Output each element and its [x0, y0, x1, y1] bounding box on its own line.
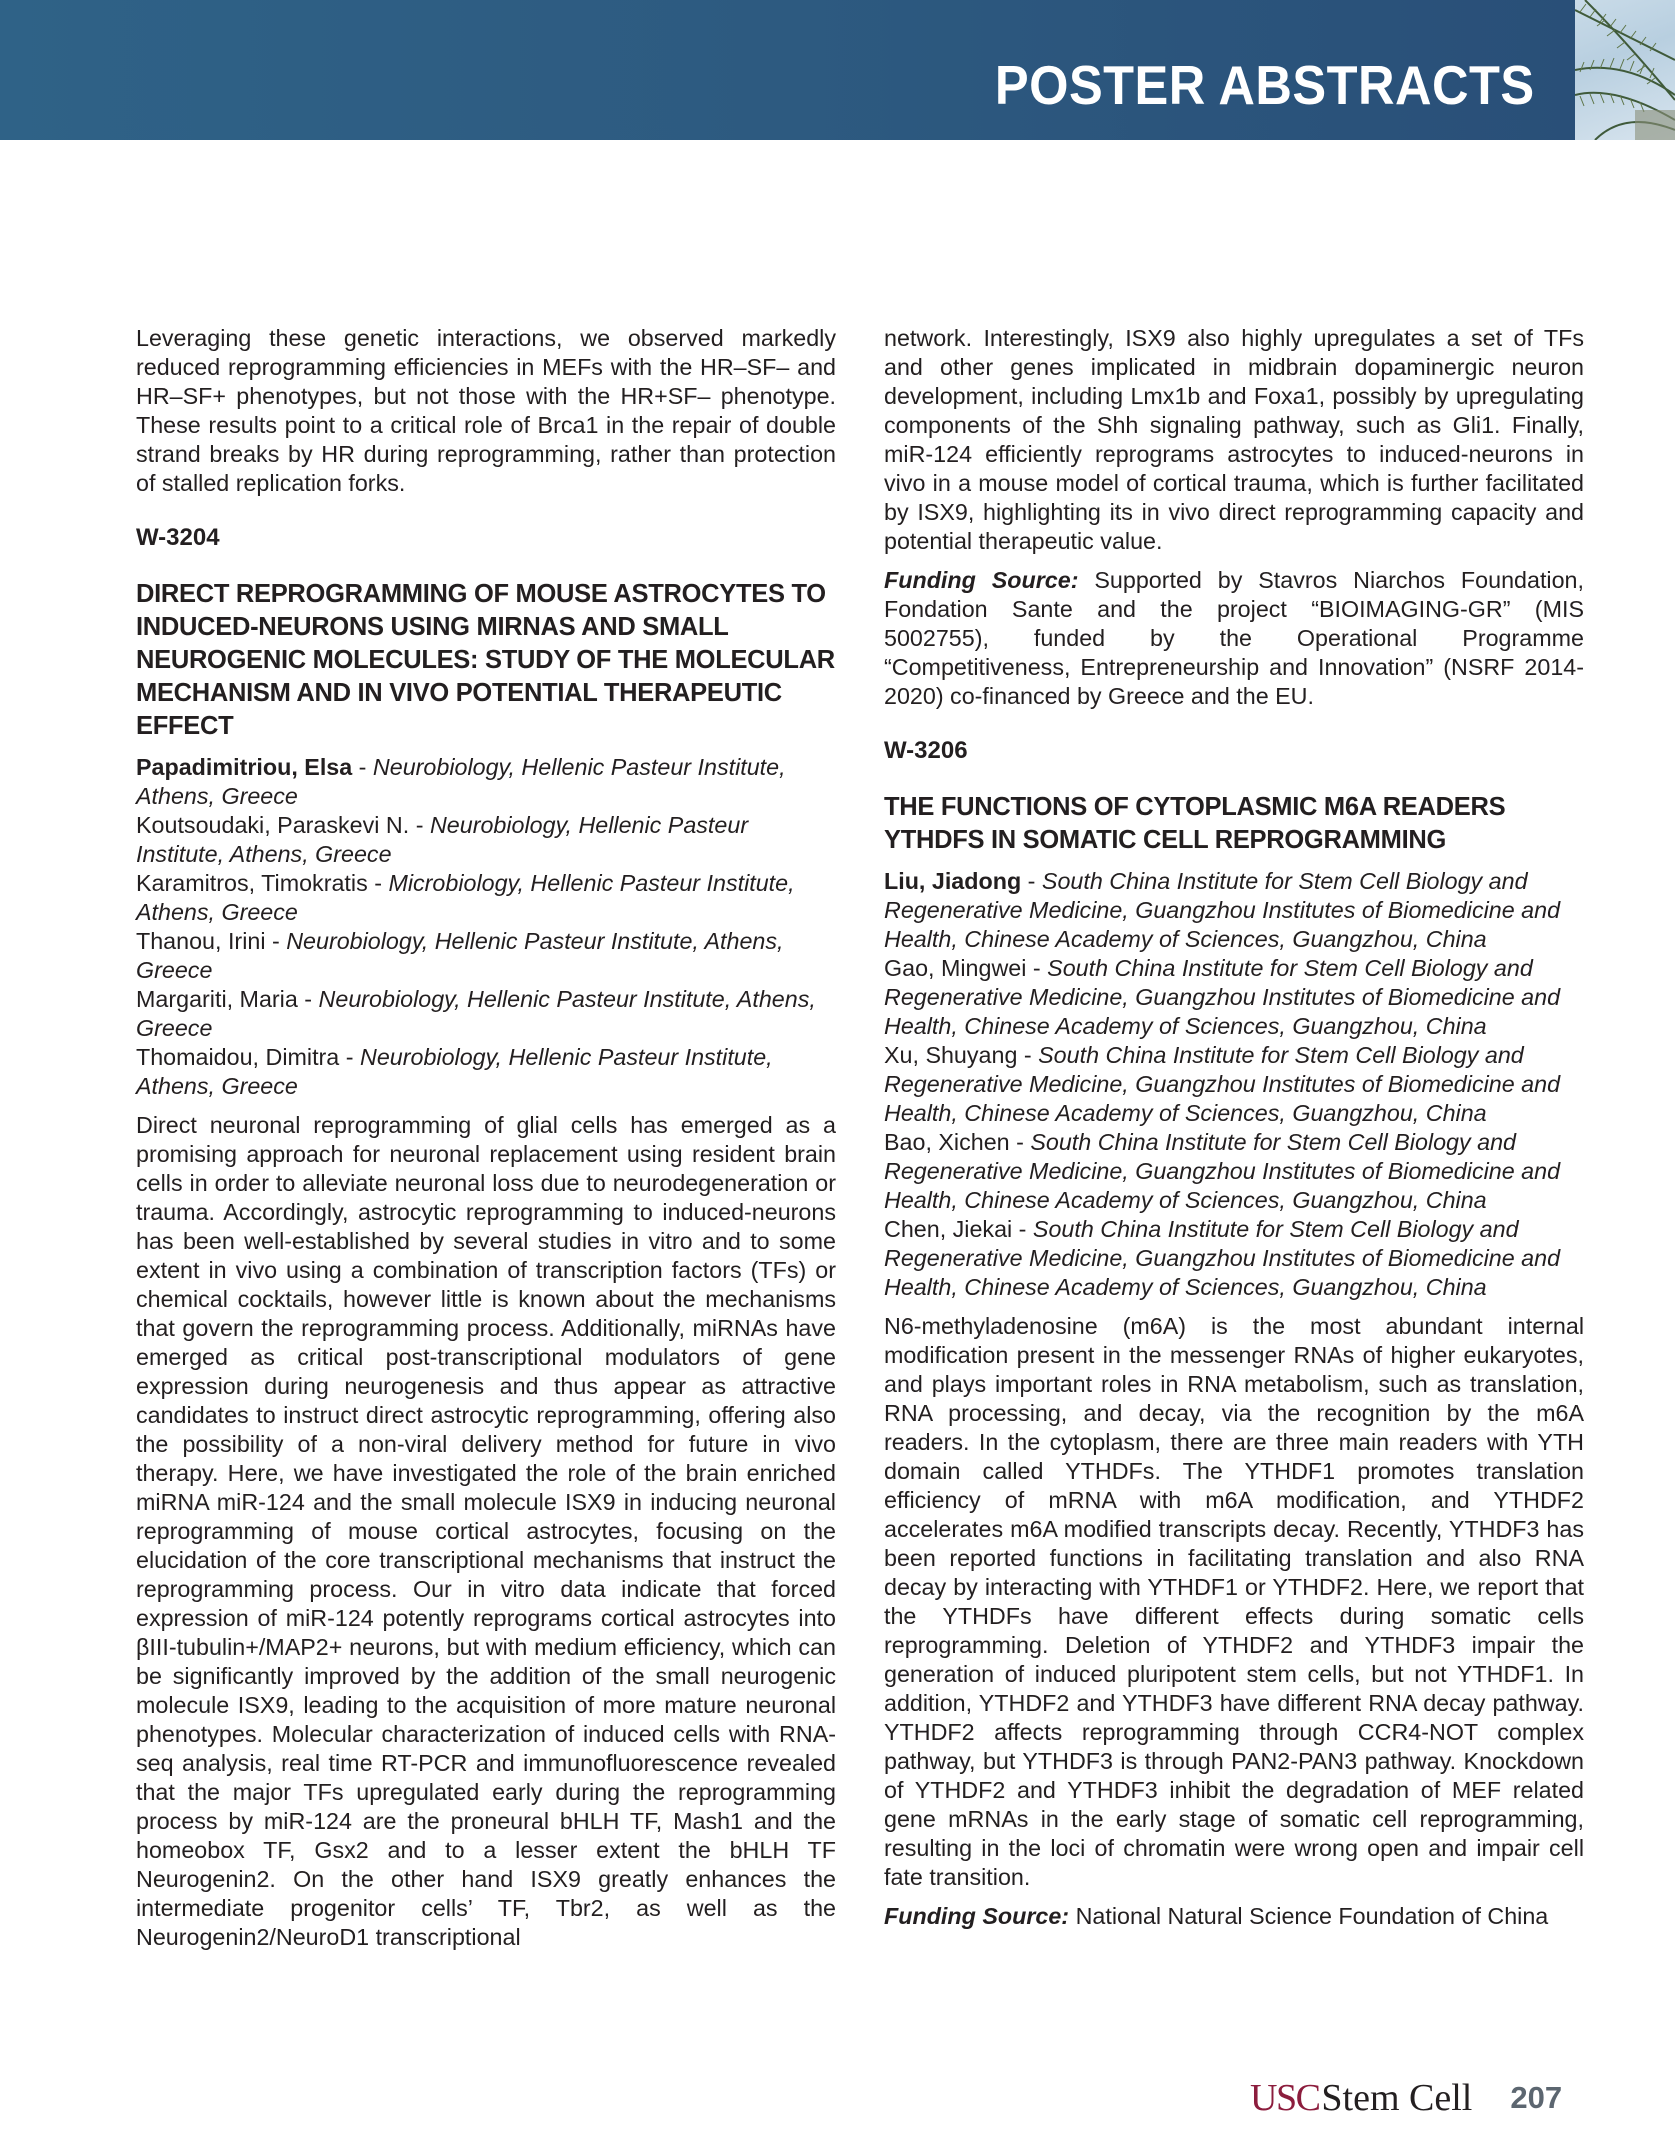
author-entry: Thanou, Irini - Neurobiology, Hellenic Pasteur Institute, Athens, Greece [136, 928, 784, 983]
funding-label: Funding Source: [884, 1903, 1070, 1929]
abstract-id-w3206: W-3206 [884, 737, 968, 764]
abstract-title-w3204: DIRECT REPROGRAMMING OF MOUSE ASTROCYTES TO INDUCED-NEURONS USING MIRNAS AND SMALL NEUROGENIC MOLECULES: STUDY OF THE MOLECULAR MECHANISM AND IN VIVO POTENTIAL THERAPEUTIC EFFECT [136, 580, 835, 740]
abstract-id-w3204: W-3204 [136, 524, 220, 551]
abstract-body-w3204-part1: Direct neuronal reprogramming of glial cells has emerged as a promising approach for neuronal replacement using resident brain cells in order to alleviate neuronal loss due to neurodegeneration or trauma. Accordingly, astrocytic reprogramming to induced-neurons has been well-established by several studies in vitro and to some extent in vivo using a combination of transcription factors (TFs) or chemical cocktails, however little is known about the mechanisms that govern the reprogramming process. Additionally, miRNAs have emerged as critical post-transcriptional modulators of gene expression during neurogenesis and thus appear as attractive candidates to instruct direct astrocytic reprogramming, offering also the possibility of a non-viral delivery method for future in vivo therapy. Here, we have investigated the role of the brain enriched miRNA miR-124 and the small molecule ISX9 in inducing neuronal reprogramming of mouse cortical astrocytes, focusing on the elucidation of the core transcriptional mechanisms that instruct the reprogramming process. Our in vitro data indicate that forced expression of miR-124 potently reprograms cortical astrocytes into βIII-tubulin+/MAP2+ neurons, but with medium efficiency, which can be significantly improved by the addition of the small neurogenic molecule ISX9, leading to the acquisition of more mature neuronal phenotypes. Molecular characterization of induced cells with RNA-seq analysis, real time RT-PCR and immunofluorescence revealed that the major TFs upregulated early during the reprogramming process by miR-124 are the proneural bHLH TF, Mash1 and the homeobox TF, Gsx2 and to a lesser extent the bHLH TF Neurogenin2. On the other hand ISX9 greatly enhances the intermediate progenitor cells’ TF, Tbr2, as well as the Neurogenin2/NeuroD1 transcriptional [136, 1112, 836, 1950]
author-affiliation: South China Institute for Stem Cell Biology and Regenerative Medicine, Guangzhou Institutes of Biomedicine and Health, Chinese Academy of Sciences, Guangzhou, China [884, 868, 1561, 952]
author-name: Karamitros, Timokratis [136, 870, 368, 896]
header-banner [0, 0, 1575, 140]
funding-text: Supported by Stavros Niarchos Foundation, Fondation Sante and the project “BIOIMAGING-GR” (MIS 5002755), funded by the Operational Programme “Competitiveness, Entrepreneurship and Innovation” (NSRF 2014-2020) co-financed by Greece and the EU. [884, 567, 1584, 709]
author-entry: Margariti, Maria - Neurobiology, Hellenic Pasteur Institute, Athens, Greece [136, 986, 816, 1041]
author-list-w3206 [884, 867, 1584, 1302]
author-name: Thanou, Irini [136, 928, 266, 954]
author-name: Margariti, Maria [136, 986, 298, 1012]
author-entry: Papadimitriou, Elsa - Neurobiology, Hellenic Pasteur Institute, Athens, Greece [136, 754, 786, 809]
author-entry: Koutsoudaki, Paraskevi N. - Neurobiology, Hellenic Pasteur Institute, Athens, Greece [136, 812, 749, 867]
author-list-w3204 [136, 753, 836, 1101]
funding-label: Funding Source: [884, 567, 1079, 593]
usc-logo-text: USC [1250, 2077, 1320, 2119]
author-name: Koutsoudaki, Paraskevi N. [136, 812, 410, 838]
continuation-paragraph: Leveraging these genetic interactions, we observed markedly reduced reprogramming efficiencies in MEFs with the HR–SF– and HR–SF+ phenotypes, but not those with the HR+SF– phenotype. These results point to a critical role of Brca1 in the repair of double strand breaks by HR during reprogramming, rather than protection of stalled replication forks. [136, 325, 836, 496]
author-name: Xu, Shuyang [884, 1042, 1018, 1068]
author-entry: Gao, Mingwei - South China Institute for Stem Cell Biology and Regenerative Medicine, Guangzhou Institutes of Biomedicine and Health, Chinese Academy of Sciences, Guangzhou, China [884, 955, 1561, 1039]
abstract-title-w3206: THE FUNCTIONS OF CYTOPLASMIC M6A READERS YTHDFS IN SOMATIC CELL REPROGRAMMING [884, 793, 1506, 854]
author-affiliation: Microbiology, Hellenic Pasteur Institute, Athens, Greece [136, 870, 795, 925]
funding-w3204 [884, 566, 1584, 711]
author-affiliation: South China Institute for Stem Cell Biology and Regenerative Medicine, Guangzhou Institutes of Biomedicine and Health, Chinese Academy of Sciences, Guangzhou, China [884, 1129, 1561, 1213]
author-affiliation: Neurobiology, Hellenic Pasteur Institute, Athens, Greece [136, 928, 784, 983]
author-name: Liu, Jiadong [884, 868, 1022, 894]
palm-fronds-icon [1575, 0, 1675, 140]
author-entry: Chen, Jiekai - South China Institute for Stem Cell Biology and Regenerative Medicine, Guangzhou Institutes of Biomedicine and Health, Chinese Academy of Sciences, Guangzhou, China [884, 1216, 1561, 1300]
author-name: Bao, Xichen [884, 1129, 1010, 1155]
left-column [136, 324, 836, 1952]
author-entry: Bao, Xichen - South China Institute for Stem Cell Biology and Regenerative Medicine, Guangzhou Institutes of Biomedicine and Health, Chinese Academy of Sciences, Guangzhou, China [884, 1129, 1561, 1213]
funding-text: National Natural Science Foundation of China [1075, 1903, 1549, 1929]
author-affiliation: Neurobiology, Hellenic Pasteur Institute, Athens, Greece [136, 1044, 773, 1099]
author-affiliation: Neurobiology, Hellenic Pasteur Institute, Athens, Greece [136, 812, 749, 867]
author-name: Gao, Mingwei [884, 955, 1027, 981]
funding-w3206 [884, 1902, 1584, 1931]
author-entry: Thomaidou, Dimitra - Neurobiology, Hellenic Pasteur Institute, Athens, Greece [136, 1044, 773, 1099]
stem-cell-logo-text: Stem Cell [1321, 2077, 1473, 2119]
footer [1250, 2073, 1562, 2123]
author-name: Chen, Jiekai [884, 1216, 1013, 1242]
author-affiliation: Neurobiology, Hellenic Pasteur Institute, Athens, Greece [136, 986, 816, 1041]
author-affiliation: South China Institute for Stem Cell Biology and Regenerative Medicine, Guangzhou Institutes of Biomedicine and Health, Chinese Academy of Sciences, Guangzhou, China [884, 1216, 1561, 1300]
page-number: 207 [1510, 2080, 1563, 2115]
author-entry: Liu, Jiadong - South China Institute for Stem Cell Biology and Regenerative Medicine, Guangzhou Institutes of Biomedicine and Health, Chinese Academy of Sciences, Guangzhou, China [884, 868, 1561, 952]
author-affiliation: South China Institute for Stem Cell Biology and Regenerative Medicine, Guangzhou Institutes of Biomedicine and Health, Chinese Academy of Sciences, Guangzhou, China [884, 955, 1561, 1039]
abstract-body-w3204-part2: network. Interestingly, ISX9 also highly upregulates a set of TFs and other genes implicated in midbrain dopaminergic neuron development, including Lmx1b and Foxa1, possibly by upregulating components of the Shh signaling pathway, such as Gli1. Finally, miR-124 efficiently reprograms astrocytes to induced-neurons in vivo in a mouse model of cortical trauma, which is further facilitated by ISX9, highlighting its in vivo direct reprogramming capacity and potential therapeutic value. [884, 325, 1584, 554]
right-column [884, 324, 1584, 1931]
author-name: Thomaidou, Dimitra [136, 1044, 340, 1070]
palm-tree-image [1575, 0, 1675, 140]
author-entry: Karamitros, Timokratis - Microbiology, Hellenic Pasteur Institute, Athens, Greece [136, 870, 795, 925]
author-affiliation: Neurobiology, Hellenic Pasteur Institute, Athens, Greece [136, 754, 786, 809]
author-name: Papadimitriou, Elsa [136, 754, 353, 780]
section-title: POSTER ABSTRACTS [995, 54, 1535, 116]
abstract-body-w3206: N6-methyladenosine (m6A) is the most abundant internal modification present in the messenger RNAs of higher eukaryotes, and plays important roles in RNA metabolism, such as translation, RNA processing, and decay, via the recognition by the m6A readers. In the cytoplasm, there are three main readers with YTH domain called YTHDFs. The YTHDF1 promotes translation efficiency of mRNA with m6A modification, and YTHDF2 accelerates m6A modified transcripts decay. Recently, YTHDF3 has been reported functions in facilitating translation and also RNA decay by interacting with YTHDF1 or YTHDF2. Here, we report that the YTHDFs have different effects during somatic cells reprogramming. Deletion of YTHDF2 and YTHDF3 impair the generation of induced pluripotent stem cells, but not YTHDF1. In addition, YTHDF2 and YTHDF3 have different RNA decay pathway. YTHDF2 affects reprogramming through CCR4-NOT complex pathway, but YTHDF3 is through PAN2-PAN3 pathway. Knockdown of YTHDF2 and YTHDF3 inhibit the degradation of MEF related gene mRNAs in the early stage of somatic cell reprogramming, resulting in the loci of chromatin were wrong open and impair cell fate transition. [884, 1313, 1584, 1890]
author-entry: Xu, Shuyang - South China Institute for Stem Cell Biology and Regenerative Medicine, Guangzhou Institutes of Biomedicine and Health, Chinese Academy of Sciences, Guangzhou, China [884, 1042, 1561, 1126]
author-affiliation: South China Institute for Stem Cell Biology and Regenerative Medicine, Guangzhou Institutes of Biomedicine and Health, Chinese Academy of Sciences, Guangzhou, China [884, 1042, 1561, 1126]
